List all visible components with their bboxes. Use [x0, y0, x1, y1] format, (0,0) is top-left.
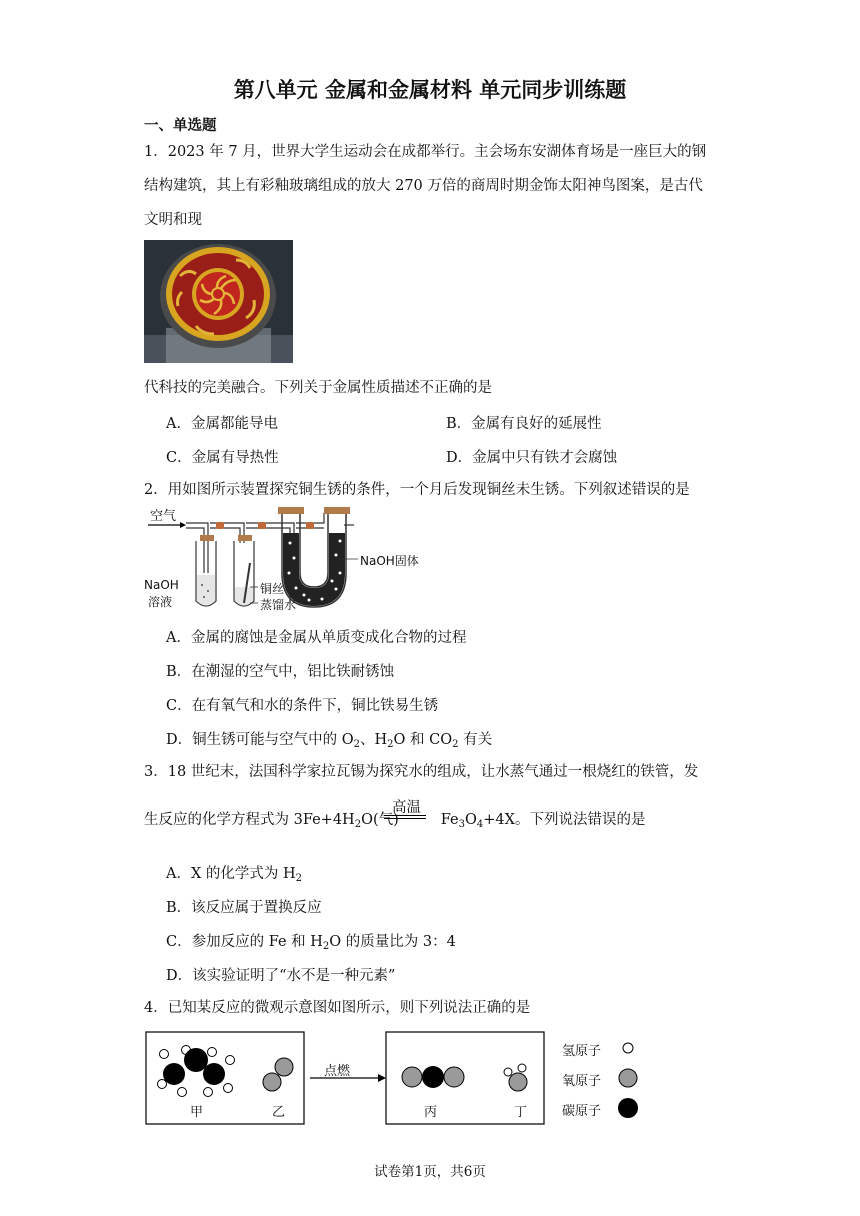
legend-oxygen: 氧原子 [562, 1074, 602, 1089]
molecule-jia [158, 1046, 235, 1097]
q2-option-a: A．金属的腐蚀是金属从单质变成化合物的过程 [166, 630, 467, 646]
q2-option-c: C．在有氧气和水的条件下，铜比铁易生锈 [166, 698, 439, 714]
label-distilled-water: 蒸馏水 [260, 598, 297, 612]
molecule-ding [504, 1064, 527, 1091]
q1-line-4: 代科技的完美融合。下列关于金属性质描述不正确的是 [144, 380, 492, 396]
sun-bird-image [144, 240, 293, 363]
q1-option-b: B．金属有良好的延展性 [446, 416, 602, 432]
q3-option-b: B．该反应属于置换反应 [166, 900, 322, 916]
q3-equation-line: 生反应的化学方程式为 $3Fe+4H_2O$(气) $Fe_3O_4+4X$。下列说法错误的是 [144, 812, 646, 830]
molecule-yi [263, 1058, 293, 1091]
label-naoh-solution-2: 溶液 [148, 595, 173, 609]
q1-option-c: C．金属有导热性 [166, 450, 279, 466]
reaction-condition: 高温 [392, 800, 421, 816]
q1-option-a: A．金属都能导电 [166, 416, 278, 432]
label-naoh-solution-1: NaOH [144, 578, 179, 592]
molecule-bing [402, 1066, 464, 1088]
label-jia: 甲 [190, 1105, 204, 1120]
naoh-solution-tube [196, 535, 216, 606]
legend-carbon: 碳原子 [562, 1104, 602, 1119]
q2-option-d: D．铜生锈可能与空气中的 $O_2$、$H_2O$ 和 $CO_2$ 有关 [166, 732, 493, 750]
label-air: 空气 [150, 509, 177, 524]
q3-option-c: C．参加反应的 Fe 和 $H_2O$ 的质量比为 3：4 [166, 934, 456, 952]
legend-hydrogen: 氢原子 [562, 1044, 602, 1059]
q1-line-1: 1．2023 年 7 月，世界大学生运动会在成都举行。主会场东安湖体育场是一座巨大的钢 [144, 144, 707, 160]
q2-option-b: B．在潮湿的空气中，铝比铁耐锈蚀 [166, 664, 395, 680]
page-title: 第八单元 金属和金属材料 单元同步训练题 [233, 78, 627, 102]
q1-line-3: 文明和现 [144, 212, 202, 228]
label-copper-wire: 铜丝 [260, 582, 285, 596]
legend-hydrogen-marker [623, 1043, 633, 1053]
label-yi: 乙 [272, 1105, 286, 1120]
label-bing: 丙 [424, 1105, 438, 1120]
q1-line-2: 结构建筑，其上有彩釉玻璃组成的放大 270 万倍的商周时期金饰太阳神鸟图案，是古代 [144, 178, 703, 194]
q3-option-d: D．该实验证明了“水不是一种元素” [166, 968, 396, 984]
q3-line-1: 3．18 世纪末，法国科学家拉瓦锡为探究水的组成，让水蒸气通过一根烧红的铁管，发 [144, 764, 699, 780]
page-footer: 试卷第1页，共6页 [374, 1164, 486, 1180]
u-tube-naoh-solid [278, 507, 354, 607]
q3-option-a: A．X 的化学式为 $H_2$ [166, 866, 303, 884]
q2-stem: 2．用如图所示装置探究铜生锈的条件，一个月后发现铜丝未生锈。下列叙述错误的是 [144, 482, 690, 498]
q1-option-d: D．金属中只有铁才会腐蚀 [446, 450, 618, 466]
section-heading: 一、单选题 [144, 118, 217, 134]
q4-stem: 4．已知某反应的微观示意图如图所示，则下列说法正确的是 [144, 1000, 531, 1016]
copper-wire-tube [234, 535, 254, 606]
label-naoh-solid: NaOH固体 [360, 554, 419, 568]
legend-carbon-marker [618, 1098, 638, 1118]
arrow-label: 点燃 [324, 1064, 351, 1079]
legend-oxygen-marker [619, 1069, 637, 1087]
label-ding: 丁 [514, 1105, 528, 1120]
